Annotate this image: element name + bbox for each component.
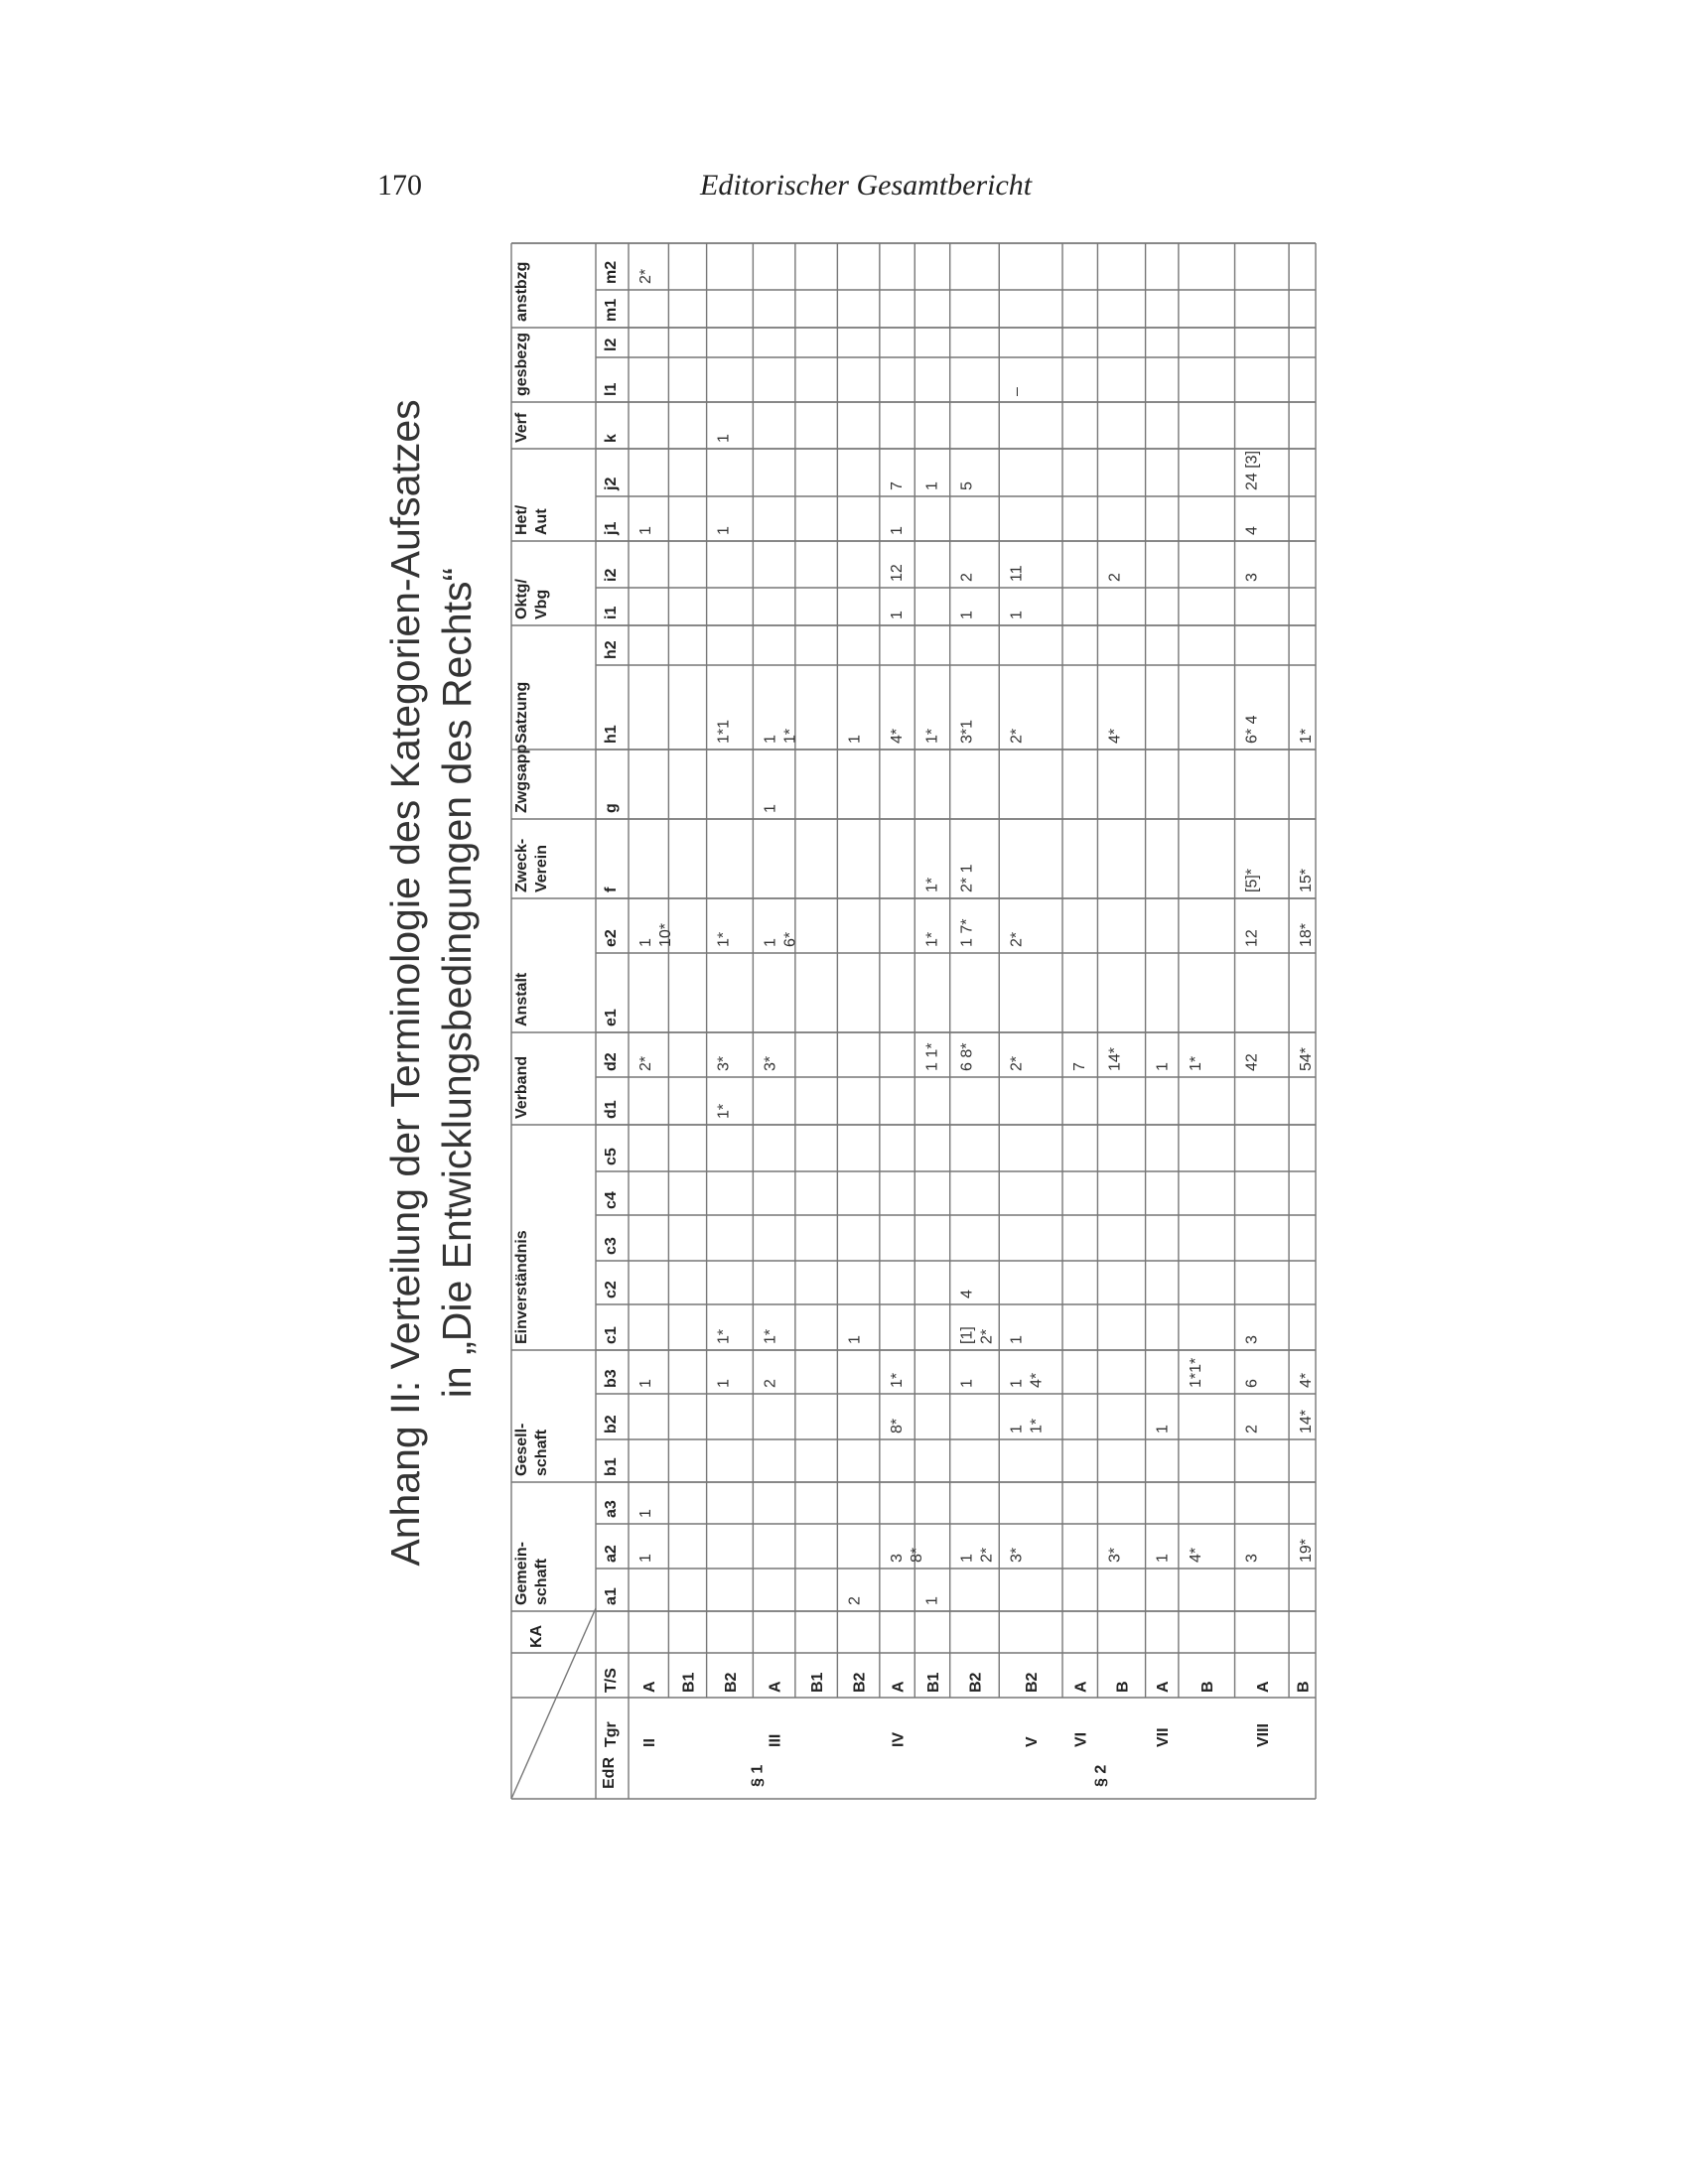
cell-value: 2* <box>1008 728 1026 744</box>
cell-value: 1 4* <box>1008 1372 1046 1388</box>
cell-value: 19* <box>1298 1538 1316 1563</box>
subcolumn-header: h2 <box>603 640 620 659</box>
cell-value: 1 <box>846 735 864 744</box>
subcolumn-header: c5 <box>603 1148 620 1165</box>
tgr-label: VII <box>1155 1727 1173 1747</box>
page-number: 170 <box>377 169 422 202</box>
cell-value: 1* <box>1187 1055 1204 1071</box>
cell-value: 1 <box>637 1554 654 1563</box>
cell-value: 1 <box>637 1509 654 1518</box>
ts-label: B2 <box>1024 1672 1042 1693</box>
ts-label: A <box>890 1681 908 1693</box>
cell-value: 1*1 <box>715 719 733 744</box>
cell-value: 24 [3] <box>1243 450 1261 490</box>
cell-value: 2 <box>846 1596 864 1605</box>
cell-value: 3 <box>1243 1335 1261 1344</box>
cell-value: 4* <box>1187 1547 1204 1563</box>
subcolumn-header: l1 <box>603 382 620 396</box>
cell-value: 3* <box>1008 1547 1026 1563</box>
cell-value: 7 <box>1071 1062 1089 1071</box>
table-grid <box>511 243 1316 1799</box>
cell-value: 4 <box>958 1290 976 1298</box>
ts-label: A <box>1155 1681 1173 1693</box>
cell-value: 1* <box>1298 728 1316 744</box>
cell-value: 1 <box>888 611 906 619</box>
cell-value: 4* <box>888 728 906 744</box>
cell-value: 6* 4 <box>1243 715 1261 744</box>
subcolumn-header: c3 <box>603 1237 620 1255</box>
tgr-header: Tgr <box>603 1721 620 1747</box>
subcolumn-header: d1 <box>603 1100 620 1119</box>
cell-value: 6 <box>1243 1379 1261 1388</box>
group-header: Zweck- Verein <box>513 838 550 892</box>
section-label: § 1 <box>749 1764 767 1787</box>
corner-label-top: KA <box>528 1624 545 1648</box>
cell-value: [5]* <box>1243 868 1261 892</box>
ts-label: A <box>767 1681 784 1693</box>
ts-label: B1 <box>680 1672 698 1693</box>
cell-value: 12 <box>1243 929 1261 947</box>
cell-value: – <box>1008 387 1026 396</box>
appendix-title-line-1: Anhang II: Verteilung der Terminologie des Kategorien-Aufsatzes <box>382 399 428 1567</box>
tgr-label: III <box>767 1733 784 1747</box>
cell-value: 6 8* <box>958 1042 976 1071</box>
cell-value: 1 <box>923 1596 941 1605</box>
cell-value: 1 2* <box>958 1547 996 1563</box>
ts-header: T/S <box>603 1668 620 1693</box>
cell-value: 3* <box>715 1055 733 1071</box>
cell-value: 2* <box>637 268 654 284</box>
subcolumn-header: b2 <box>603 1415 620 1433</box>
subcolumn-header: b1 <box>603 1457 620 1476</box>
cell-value: 1 <box>888 526 906 535</box>
tgr-label: VIII <box>1254 1722 1272 1747</box>
cell-value: 1 1* <box>1008 1418 1046 1433</box>
ts-label: B2 <box>722 1672 740 1693</box>
cell-value: 1 <box>1154 1062 1172 1071</box>
cell-value: 4 <box>1243 526 1261 535</box>
cell-value: 3* <box>1106 1547 1124 1563</box>
subcolumn-header: m2 <box>603 260 620 284</box>
subcolumn-header: h1 <box>603 725 620 744</box>
cell-value: 1 1* <box>762 728 799 744</box>
cell-value: 1 <box>958 611 976 619</box>
tgr-label: V <box>1024 1736 1042 1747</box>
group-header: anstbzg <box>513 261 530 322</box>
subcolumn-header: i1 <box>603 606 620 619</box>
cell-value: 1 <box>1008 611 1026 619</box>
subcolumn-header: f <box>603 887 620 892</box>
tgr-label: VI <box>1072 1731 1090 1747</box>
cell-value: 2* <box>1008 931 1026 947</box>
cell-value: 3* <box>762 1055 779 1071</box>
cell-value: 1 <box>958 1379 976 1388</box>
cell-value: 2 <box>1106 573 1124 582</box>
cell-value: 1* <box>715 1103 733 1119</box>
group-header: Einverständnis <box>513 1230 530 1344</box>
cell-value: 1*1* <box>1187 1357 1204 1388</box>
group-header: Zwgsapp <box>513 744 530 813</box>
cell-value: 1 <box>637 526 654 535</box>
ts-label: B2 <box>851 1672 869 1693</box>
cell-value: 2 <box>1243 1425 1261 1433</box>
cell-value: 1 <box>1154 1425 1172 1433</box>
cell-value: 2* <box>637 1055 654 1071</box>
group-header: Het/ Aut <box>513 504 550 535</box>
cell-value: 2* 1 <box>958 864 976 892</box>
cell-value: 1 10* <box>637 922 674 947</box>
appendix-title-line-2: in „Die Entwicklungsbedingungen des Rechts“ <box>434 567 480 1399</box>
group-header: Oktg/ Vbg <box>513 579 550 619</box>
ts-label: A <box>641 1681 659 1693</box>
cell-value: 14* <box>1298 1409 1316 1433</box>
cell-value: 3 <box>1243 573 1261 582</box>
tgr-label: IV <box>890 1731 908 1747</box>
cell-value: 1 1* <box>923 1042 941 1071</box>
subcolumn-header: j2 <box>603 477 620 490</box>
subcolumn-header: d2 <box>603 1052 620 1071</box>
cell-value: 1* <box>923 728 941 744</box>
ts-label: B2 <box>967 1672 985 1693</box>
cell-value: 1 <box>715 1379 733 1388</box>
subcolumn-header: m1 <box>603 298 620 322</box>
group-header: Gesell- schaft <box>513 1423 550 1476</box>
group-header: Verband <box>513 1055 530 1119</box>
cell-value: 8* <box>888 1418 906 1433</box>
cell-value: 1* <box>888 1372 906 1388</box>
cell-value: 2 <box>762 1379 779 1388</box>
cell-value: 7 <box>888 481 906 490</box>
cell-value: 12 <box>888 564 906 582</box>
group-header: Verf <box>513 412 530 443</box>
ts-label: A <box>1072 1681 1090 1693</box>
cell-value: 1 <box>923 481 941 490</box>
cell-value: 3 <box>1243 1554 1261 1563</box>
subcolumn-header: k <box>603 434 620 443</box>
cell-value: 1 <box>1008 1335 1026 1344</box>
cell-value: 1* <box>715 1328 733 1344</box>
cell-value: 5 <box>958 481 976 490</box>
subcolumn-header: j1 <box>603 521 620 535</box>
cell-value: 1 <box>715 526 733 535</box>
subcolumn-header: b3 <box>603 1369 620 1388</box>
cell-value: 1 <box>715 434 733 443</box>
tgr-label: II <box>641 1738 659 1747</box>
group-header: Satzung <box>513 681 530 744</box>
cell-value: 3*1 <box>958 719 976 744</box>
cell-value: 3 8* <box>888 1547 925 1563</box>
ts-label: B1 <box>924 1672 942 1693</box>
cell-value: [1] 2* <box>958 1326 996 1344</box>
subcolumn-header: c4 <box>603 1191 620 1209</box>
ts-label: B <box>1295 1681 1313 1693</box>
section-label: § 2 <box>1092 1764 1110 1787</box>
cell-value: 1* <box>715 931 733 947</box>
subcolumn-header: e1 <box>603 1009 620 1026</box>
cell-value: 2 <box>958 573 976 582</box>
ts-label: B <box>1199 1681 1217 1693</box>
subcolumn-header: a2 <box>603 1545 620 1563</box>
subcolumn-header: c2 <box>603 1281 620 1298</box>
ts-label: B <box>1114 1681 1132 1693</box>
cell-value: 1 <box>762 804 779 813</box>
cell-value: 2* <box>1008 1055 1026 1071</box>
group-header: Anstalt <box>513 972 530 1026</box>
cell-value: 14* <box>1106 1046 1124 1071</box>
cell-value: 15* <box>1298 868 1316 892</box>
cell-value: 1 <box>637 1379 654 1388</box>
corner-diagonal <box>511 1608 596 1799</box>
cell-value: 1 6* <box>762 931 799 947</box>
subcolumn-header: i2 <box>603 568 620 582</box>
corner-label-bottom: EdR <box>601 1757 618 1789</box>
cell-value: 4* <box>1106 728 1124 744</box>
group-header: Gemein- schaft <box>513 1541 550 1605</box>
cell-value: 42 <box>1243 1053 1261 1071</box>
group-header: gesbezg <box>513 332 530 396</box>
subcolumn-header: e2 <box>603 929 620 947</box>
cell-value: 4* <box>1298 1372 1316 1388</box>
cell-value: 1* <box>923 877 941 892</box>
cell-value: 1* <box>923 931 941 947</box>
cell-value: 18* <box>1298 922 1316 947</box>
subcolumn-header: a3 <box>603 1500 620 1518</box>
cell-value: 1 <box>846 1335 864 1344</box>
subcolumn-header: a1 <box>603 1587 620 1605</box>
ts-label: B1 <box>809 1672 827 1693</box>
subcolumn-header: l2 <box>603 338 620 351</box>
subcolumn-header: g <box>603 803 620 813</box>
cell-value: 1 7* <box>958 918 976 947</box>
subcolumn-header: c1 <box>603 1326 620 1344</box>
cell-value: 11 <box>1008 565 1026 582</box>
cell-value: 54* <box>1298 1046 1316 1071</box>
cell-value: 1* <box>762 1328 779 1344</box>
cell-value: 1 <box>1154 1554 1172 1563</box>
ts-label: A <box>1254 1681 1272 1693</box>
running-title: Editorischer Gesamtbericht <box>700 169 1033 202</box>
